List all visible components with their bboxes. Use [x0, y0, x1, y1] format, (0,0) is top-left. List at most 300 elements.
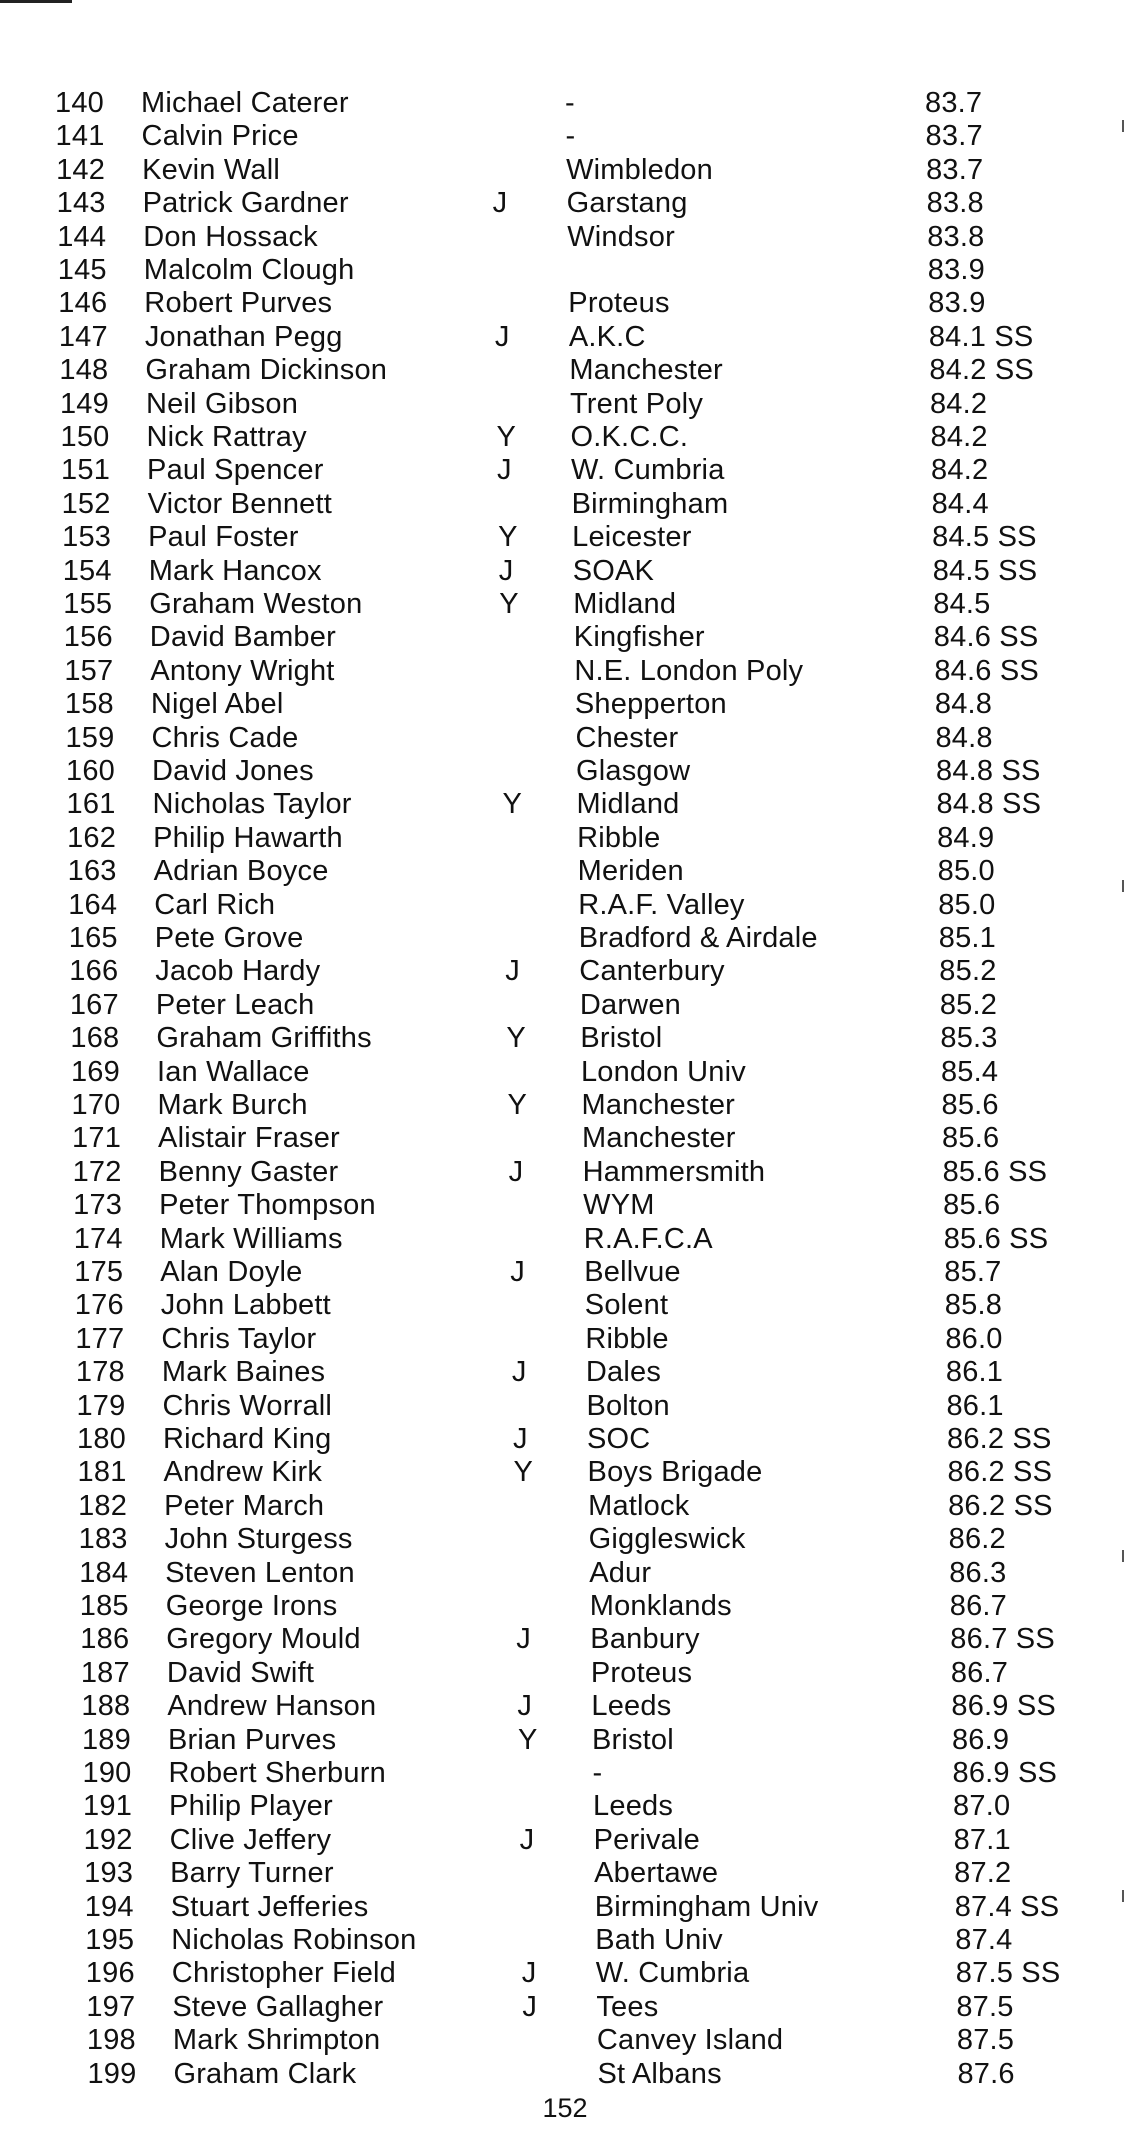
- table-row: [65, 687, 1065, 721]
- category-code: Y: [506, 1022, 526, 1055]
- competitor-name: Adrian Boyce: [153, 855, 329, 888]
- position: 163: [67, 855, 117, 888]
- club-name: Matlock: [588, 1489, 690, 1522]
- competitor-name: Nicholas Taylor: [152, 788, 352, 821]
- position: 173: [73, 1189, 123, 1222]
- competitor-name: Victor Bennett: [147, 487, 333, 520]
- table-row: [74, 1222, 1074, 1256]
- position: 195: [85, 1924, 135, 1956]
- club-name: St Albans: [597, 2057, 722, 2090]
- club-name: Bolton: [586, 1389, 670, 1422]
- competitor-name: Michael Caterer: [141, 87, 349, 119]
- score-value: 83.8: [927, 220, 985, 253]
- score-value: 85.6 SS: [942, 1155, 1048, 1188]
- club-name: Bellvue: [584, 1256, 681, 1288]
- score-value: 84.5 SS: [932, 554, 1038, 587]
- club-name: Abertawe: [594, 1857, 719, 1890]
- score-value: 87.2: [954, 1857, 1012, 1890]
- table-row: [76, 1389, 1076, 1423]
- score-value: 85.3: [940, 1022, 998, 1055]
- position: 150: [60, 421, 110, 453]
- category-code: J: [513, 1423, 528, 1455]
- club-name: Kingfisher: [573, 621, 705, 654]
- position: 179: [76, 1389, 126, 1422]
- table-row: [80, 1589, 1080, 1623]
- competitor-name: George Irons: [165, 1590, 338, 1622]
- position: 141: [55, 120, 105, 153]
- competitor-name: Mark Hancox: [148, 554, 322, 587]
- score-value: 84.5: [933, 588, 991, 620]
- club-name: -: [592, 1757, 603, 1789]
- competitor-name: Christopher Field: [171, 1957, 397, 1990]
- score-value: 84.8 SS: [936, 755, 1041, 787]
- club-name: R.A.F.C.A: [583, 1222, 713, 1255]
- club-name: -: [565, 120, 576, 153]
- club-name: Leicester: [572, 521, 692, 554]
- score-value: 86.1: [945, 1356, 1004, 1389]
- competitor-name: Graham Griffiths: [156, 1022, 372, 1055]
- club-name: SOAK: [572, 554, 655, 587]
- table-row: [70, 988, 1070, 1022]
- score-value: 85.2: [939, 955, 997, 988]
- club-name: Shepperton: [574, 688, 727, 721]
- competitor-name: David Bamber: [149, 621, 336, 654]
- table-row: [73, 1155, 1073, 1189]
- table-row: [82, 1723, 1082, 1757]
- category-code: J: [519, 1823, 535, 1856]
- table-row: [69, 921, 1069, 955]
- position: 166: [69, 955, 119, 988]
- category-code: J: [510, 1256, 525, 1288]
- score-value: 86.3: [949, 1556, 1007, 1589]
- position: 167: [69, 988, 119, 1021]
- table-row: [79, 1556, 1079, 1590]
- category-code: J: [498, 554, 514, 587]
- club-name: Ribble: [585, 1322, 669, 1355]
- competitor-name: David Swift: [166, 1656, 315, 1689]
- club-name: Meriden: [577, 855, 684, 888]
- table-row: [64, 654, 1064, 688]
- table-row: [73, 1188, 1073, 1222]
- position: 194: [84, 1890, 134, 1923]
- score-value: 87.6: [957, 2057, 1015, 2090]
- score-value: 87.5 SS: [955, 1957, 1061, 1990]
- score-value: 84.8 SS: [936, 788, 1042, 821]
- position: 199: [87, 2057, 137, 2090]
- club-name: Canvey Island: [596, 2024, 784, 2057]
- score-value: 83.7: [926, 153, 984, 186]
- score-value: 86.2 SS: [947, 1456, 1053, 1489]
- position: 151: [61, 454, 111, 487]
- position: 170: [71, 1089, 121, 1121]
- position: 190: [82, 1757, 132, 1789]
- position: 182: [78, 1489, 128, 1522]
- club-name: Perivale: [593, 1823, 700, 1856]
- position: 159: [65, 721, 115, 754]
- club-name: Wimbledon: [566, 153, 713, 186]
- club-name: Bath Univ: [595, 1924, 723, 1956]
- position: 174: [73, 1222, 123, 1255]
- edge-mark: [1122, 120, 1124, 132]
- score-value: 85.6 SS: [943, 1222, 1049, 1255]
- competitor-name: Steven Lenton: [165, 1556, 355, 1589]
- position: 175: [74, 1256, 124, 1288]
- competitor-name: Antony Wright: [150, 654, 335, 687]
- competitor-name: Pete Grove: [154, 922, 304, 954]
- position: 184: [79, 1556, 129, 1589]
- category-code: Y: [496, 421, 517, 453]
- score-value: 86.9 SS: [951, 1690, 1056, 1723]
- club-name: Proteus: [568, 287, 670, 320]
- score-value: 84.4: [931, 487, 989, 520]
- table-row: [66, 754, 1066, 788]
- club-name: Birmingham Univ: [594, 1890, 819, 1923]
- category-code: Y: [507, 1089, 528, 1121]
- club-name: Bristol: [580, 1022, 663, 1055]
- position: 193: [84, 1857, 134, 1890]
- competitor-name: John Sturgess: [164, 1523, 353, 1556]
- position: 180: [77, 1423, 126, 1455]
- competitor-name: Philip Player: [169, 1790, 333, 1823]
- position: 152: [61, 487, 111, 520]
- score-value: 87.5: [956, 1990, 1014, 2023]
- table-row: [56, 119, 1056, 153]
- competitor-name: Paul Spencer: [147, 454, 324, 487]
- position: 196: [85, 1957, 135, 1990]
- table-row: [84, 1856, 1084, 1890]
- club-name: SOC: [587, 1423, 651, 1455]
- competitor-name: Mark Williams: [159, 1222, 343, 1255]
- position: 147: [58, 320, 108, 353]
- position: 164: [68, 888, 118, 921]
- score-value: 87.4 SS: [954, 1890, 1060, 1923]
- score-value: 86.9: [951, 1723, 1010, 1756]
- position: 158: [64, 688, 114, 721]
- table-row: [72, 1121, 1072, 1155]
- position: 148: [59, 354, 109, 387]
- table-row: [62, 520, 1062, 554]
- score-value: 85.2: [939, 988, 998, 1021]
- score-value: 86.2 SS: [947, 1423, 1052, 1455]
- club-name: Proteus: [590, 1656, 693, 1689]
- table-row: [75, 1288, 1075, 1322]
- edge-mark: [1122, 1550, 1124, 1562]
- club-name: Manchester: [569, 354, 723, 387]
- score-value: 85.6: [943, 1189, 1001, 1222]
- club-name: Tees: [596, 1990, 659, 2023]
- table-row: [59, 320, 1059, 354]
- club-name: Windsor: [567, 220, 675, 253]
- competitor-name: Nigel Abel: [150, 688, 284, 721]
- score-value: 84.8: [935, 721, 993, 754]
- score-value: 84.2: [931, 454, 989, 487]
- position: 189: [81, 1723, 131, 1756]
- edge-mark: [1122, 880, 1124, 892]
- table-row: [57, 186, 1057, 220]
- table-row: [61, 453, 1061, 487]
- table-row: [78, 1455, 1078, 1489]
- score-value: 86.7 SS: [950, 1623, 1055, 1656]
- competitor-name: Clive Jeffery: [169, 1823, 332, 1856]
- club-name: Darwen: [579, 988, 681, 1021]
- category-code: J: [517, 1690, 533, 1723]
- club-name: O.K.C.C.: [570, 421, 689, 453]
- score-value: 83.8: [926, 187, 984, 220]
- table-row: [81, 1656, 1081, 1690]
- competitor-name: Mark Baines: [161, 1356, 326, 1389]
- club-name: Midland: [573, 588, 677, 620]
- club-name: Midland: [576, 788, 680, 821]
- club-name: Bristol: [591, 1723, 674, 1756]
- competitor-name: Gregory Mould: [166, 1623, 361, 1656]
- table-row: [85, 1923, 1085, 1957]
- score-value: 87.5: [956, 2024, 1015, 2057]
- club-name: Adur: [589, 1556, 652, 1589]
- competitor-name: Mark Shrimpton: [172, 2024, 381, 2057]
- competitor-name: Alan Doyle: [160, 1256, 303, 1288]
- table-row: [78, 1489, 1078, 1523]
- table-row: [76, 1355, 1076, 1389]
- club-name: Trent Poly: [569, 387, 704, 420]
- position: 191: [83, 1790, 133, 1823]
- club-name: Banbury: [590, 1623, 700, 1656]
- competitor-name: Malcolm Clough: [143, 254, 355, 286]
- table-row: [65, 721, 1065, 755]
- category-code: J: [508, 1155, 524, 1188]
- score-value: 83.9: [927, 254, 985, 286]
- position: 142: [56, 153, 106, 186]
- table-row: [79, 1522, 1079, 1556]
- category-code: J: [497, 454, 512, 487]
- position: 146: [58, 287, 108, 320]
- position: 157: [64, 654, 114, 687]
- position: 178: [75, 1356, 125, 1389]
- competitor-name: Paul Foster: [148, 521, 299, 554]
- position: 188: [81, 1690, 131, 1723]
- category-code: J: [511, 1356, 527, 1389]
- position: 165: [68, 922, 118, 954]
- position: 185: [79, 1590, 129, 1622]
- competitor-name: Peter Thompson: [159, 1189, 376, 1222]
- competitor-name: Jacob Hardy: [155, 955, 321, 988]
- position: 171: [72, 1122, 122, 1155]
- table-row: [81, 1689, 1081, 1723]
- club-name: Glasgow: [576, 755, 691, 787]
- club-name: WYM: [583, 1189, 655, 1222]
- position: 181: [77, 1456, 127, 1489]
- competitor-name: Stuart Jefferies: [170, 1890, 369, 1923]
- table-row: [83, 1789, 1083, 1823]
- club-name: London Univ: [580, 1055, 746, 1088]
- score-value: 84.2: [929, 387, 988, 420]
- competitor-name: Richard King: [163, 1423, 332, 1455]
- club-name: -: [565, 87, 575, 119]
- competitor-name: Alistair Fraser: [158, 1122, 340, 1155]
- club-name: Manchester: [581, 1089, 736, 1121]
- club-name: Leeds: [591, 1690, 672, 1723]
- table-row: [63, 554, 1063, 588]
- club-name: Manchester: [582, 1122, 736, 1155]
- score-value: 83.9: [928, 287, 986, 320]
- position: 144: [57, 220, 107, 253]
- competitor-name: Graham Clark: [173, 2057, 357, 2090]
- category-code: Y: [499, 588, 519, 620]
- table-row: [71, 1055, 1071, 1089]
- score-value: 85.4: [940, 1055, 999, 1088]
- category-code: J: [505, 955, 520, 988]
- page-number: 152: [542, 2093, 588, 2123]
- score-value: 87.1: [953, 1823, 1011, 1856]
- club-name: Garstang: [566, 187, 688, 220]
- competitor-name: Steve Gallagher: [172, 1990, 384, 2023]
- position: 183: [78, 1523, 128, 1556]
- competitor-name: Kevin Wall: [142, 153, 281, 186]
- table-row: [59, 353, 1059, 387]
- table-row: [58, 253, 1058, 287]
- table-row: [67, 787, 1067, 821]
- score-value: 85.1: [938, 922, 996, 954]
- club-name: Bradford & Airdale: [578, 922, 818, 954]
- club-name: A.K.C: [568, 320, 646, 353]
- competitor-name: Andrew Hanson: [167, 1690, 377, 1723]
- table-row: [55, 86, 1055, 120]
- competitor-name: Neil Gibson: [145, 387, 299, 420]
- club-name: Canterbury: [579, 955, 725, 988]
- position: 154: [62, 554, 112, 587]
- table-row: [86, 1956, 1086, 1990]
- score-value: 85.0: [938, 888, 996, 921]
- table-row: [56, 153, 1056, 187]
- table-row: [68, 888, 1068, 922]
- competitor-name: Peter March: [164, 1489, 325, 1522]
- position: 198: [86, 2024, 136, 2057]
- score-value: 85.7: [944, 1256, 1002, 1288]
- competitor-name: Chris Cade: [151, 721, 299, 754]
- category-code: Y: [513, 1456, 534, 1489]
- position: 143: [56, 187, 106, 220]
- score-value: 84.5 SS: [932, 521, 1037, 554]
- score-value: 84.2: [930, 421, 988, 453]
- category-code: J: [516, 1623, 531, 1656]
- category-code: J: [492, 187, 508, 220]
- club-name: W. Cumbria: [571, 454, 725, 487]
- table-row: [67, 821, 1067, 855]
- club-name: Giggleswick: [588, 1523, 746, 1556]
- competitor-name: Carl Rich: [154, 888, 276, 921]
- category-code: J: [522, 1990, 538, 2023]
- score-value: 86.1: [946, 1389, 1004, 1422]
- position: 149: [59, 387, 109, 420]
- competitor-name: Nicholas Robinson: [171, 1924, 417, 1956]
- competitor-name: Chris Worrall: [162, 1389, 333, 1422]
- competitor-name: Benny Gaster: [158, 1155, 339, 1188]
- score-value: 85.6: [941, 1089, 999, 1121]
- score-value: 83.7: [925, 120, 983, 153]
- score-value: 84.9: [937, 821, 995, 854]
- category-code: Y: [517, 1723, 538, 1756]
- competitor-name: Don Hossack: [143, 220, 318, 253]
- club-name: W. Cumbria: [595, 1957, 750, 1990]
- club-name: Chester: [575, 721, 679, 754]
- category-code: J: [494, 320, 510, 353]
- competitor-name: Andrew Kirk: [163, 1456, 323, 1489]
- club-name: Dales: [585, 1356, 662, 1389]
- score-value: 86.0: [945, 1322, 1003, 1355]
- position: 155: [63, 588, 113, 620]
- table-row: [86, 1990, 1086, 2024]
- table-row: [62, 487, 1062, 521]
- edge-mark: [1122, 1890, 1124, 1902]
- position: 153: [62, 521, 112, 554]
- competitor-name: Calvin Price: [141, 120, 299, 153]
- club-name: Leeds: [593, 1790, 674, 1823]
- score-value: 84.6 SS: [933, 621, 1039, 654]
- table-row: [69, 954, 1069, 988]
- position: 172: [72, 1155, 122, 1188]
- position: 145: [57, 254, 107, 286]
- table-row: [61, 420, 1061, 454]
- score-value: 86.2 SS: [948, 1489, 1053, 1522]
- table-row: [84, 1823, 1084, 1857]
- competitor-name: Jonathan Pegg: [144, 320, 343, 353]
- club-name: Solent: [584, 1289, 669, 1322]
- score-value: 87.4: [955, 1924, 1013, 1956]
- score-value: 83.7: [925, 87, 983, 119]
- score-value: 85.6: [942, 1122, 1000, 1155]
- table-row: [58, 286, 1058, 320]
- position: 168: [70, 1022, 120, 1055]
- competitor-name: Graham Dickinson: [145, 354, 388, 387]
- position: 192: [83, 1823, 133, 1856]
- position: 197: [86, 1990, 136, 2023]
- competitor-name: David Jones: [152, 755, 314, 787]
- club-name: Boys Brigade: [587, 1456, 763, 1489]
- competitor-name: Barry Turner: [170, 1857, 334, 1890]
- score-value: 84.8: [934, 688, 993, 721]
- score-value: 85.0: [937, 855, 995, 888]
- competitor-name: Philip Hawarth: [153, 821, 343, 854]
- competitor-name: Patrick Gardner: [142, 187, 349, 220]
- position: 187: [80, 1656, 130, 1689]
- competitor-name: Brian Purves: [167, 1723, 337, 1756]
- position: 140: [55, 87, 104, 119]
- position: 186: [80, 1623, 130, 1656]
- table-row: [77, 1422, 1077, 1456]
- club-name: R.A.F. Valley: [578, 888, 745, 921]
- score-value: 86.2: [948, 1523, 1006, 1556]
- competitor-name: Robert Purves: [144, 287, 333, 320]
- score-value: 84.6 SS: [934, 654, 1039, 687]
- score-value: 87.0: [953, 1790, 1011, 1823]
- table-row: [70, 1021, 1070, 1055]
- club-name: Birmingham: [571, 487, 729, 520]
- competitor-name: Chris Taylor: [161, 1322, 317, 1355]
- position: 162: [67, 821, 117, 854]
- score-value: 86.9 SS: [952, 1757, 1058, 1789]
- table-row: [87, 2023, 1087, 2057]
- top-rule: [0, 0, 72, 3]
- competitor-name: Graham Weston: [149, 588, 363, 620]
- club-name: Hammersmith: [582, 1155, 766, 1188]
- table-row: [87, 2057, 1087, 2091]
- competitor-name: Robert Sherburn: [168, 1757, 386, 1789]
- position: 176: [74, 1289, 124, 1322]
- score-value: 84.1 SS: [928, 320, 1034, 353]
- table-row: [85, 1890, 1085, 1924]
- table-row: [64, 620, 1064, 654]
- score-value: 86.7: [950, 1656, 1009, 1689]
- table-row: [63, 587, 1063, 621]
